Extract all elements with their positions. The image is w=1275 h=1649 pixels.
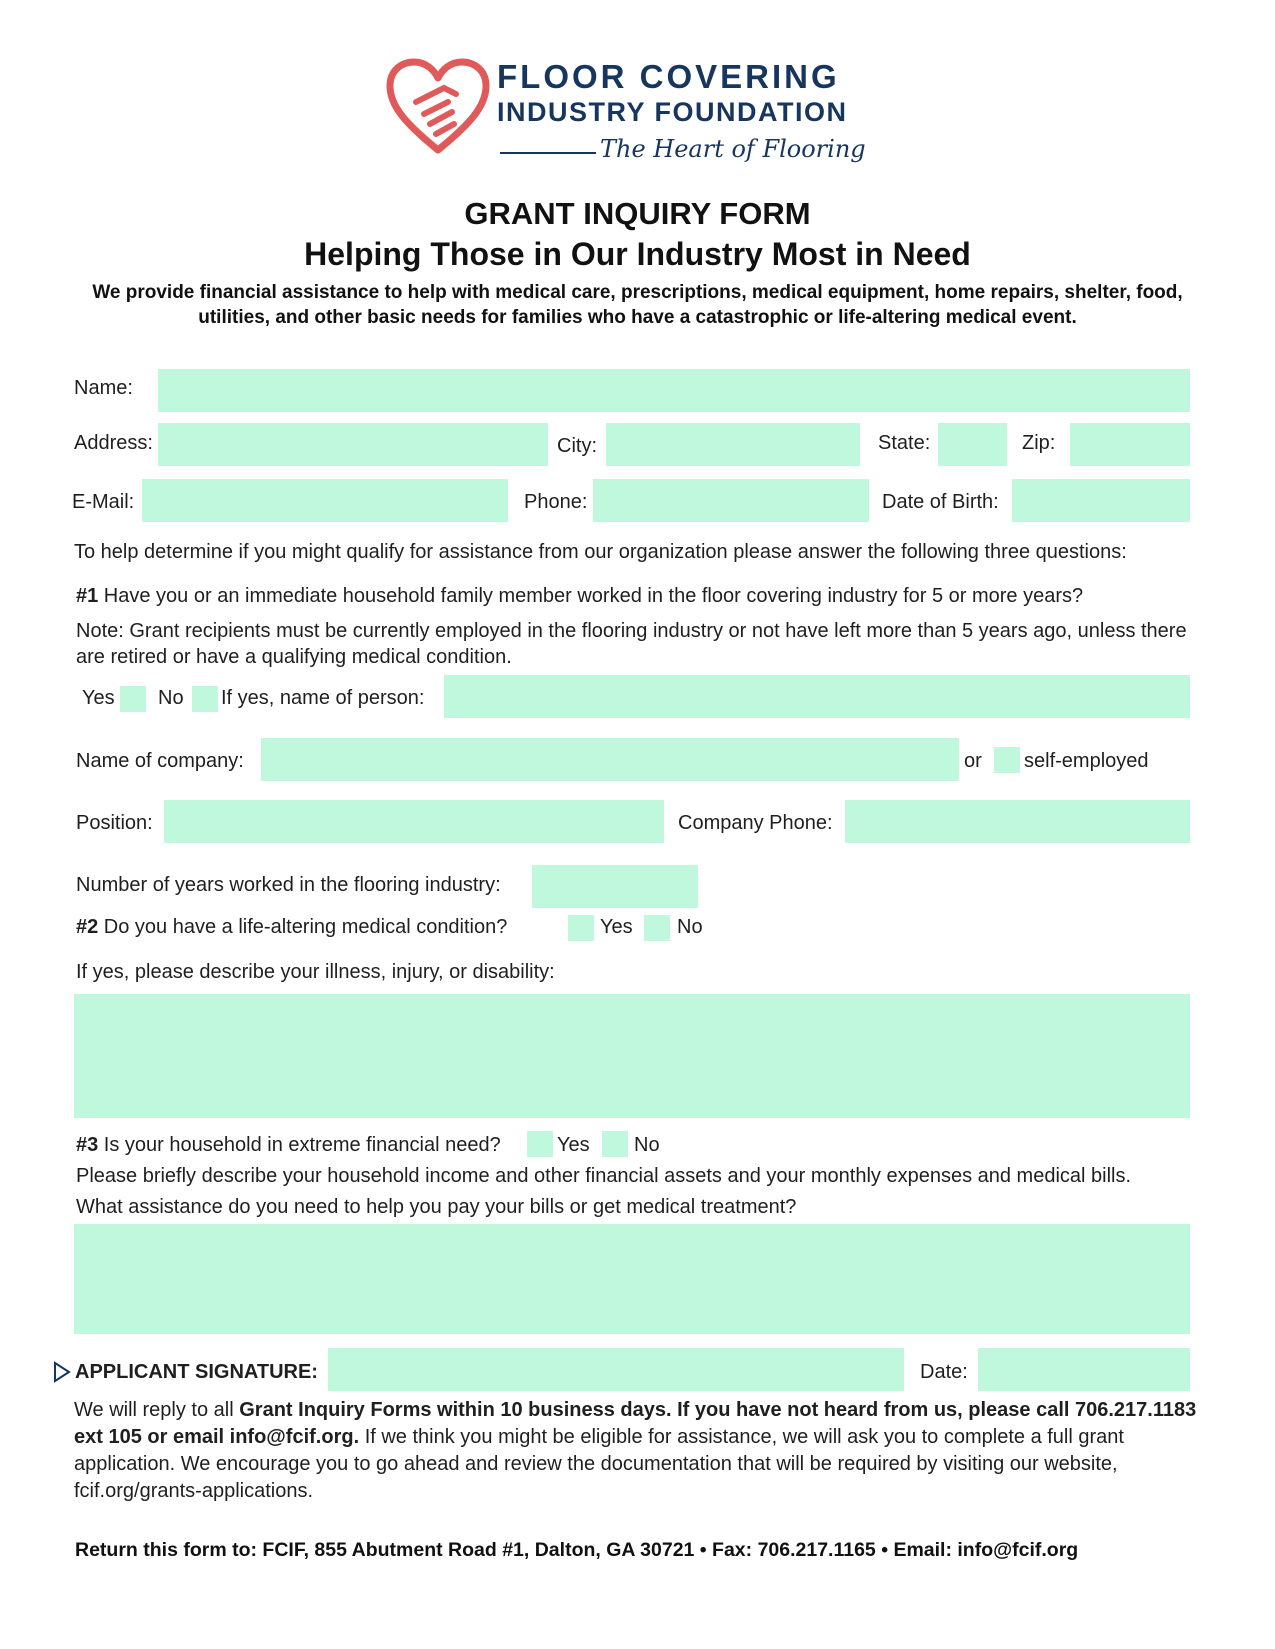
q3-yes-label: Yes [557, 1134, 590, 1156]
closing-text-end: If we think you might be eligible for assistance, we will ask you to complete a full grant application. We encourage you to go ahead and review the documentation that will be required by visiting our website, fcif.org/grants-applications. [74, 1426, 1124, 1502]
brand-tagline: The Heart of Flooring [600, 135, 866, 163]
email-label: E-Mail: [72, 491, 135, 513]
tagline-rule [500, 152, 596, 154]
years-worked-input[interactable] [532, 865, 698, 908]
q3-text [76, 1133, 501, 1157]
dob-input[interactable] [1012, 479, 1190, 522]
signature-input[interactable] [328, 1348, 904, 1391]
q1-question: Have you or an immediate household family member worked in the floor covering industry for 5 or more years? [98, 585, 1084, 607]
play-arrow-icon [52, 1361, 72, 1383]
dob-label: Date of Birth: [882, 491, 999, 513]
q3-question: Is your household in extreme financial need? [98, 1134, 501, 1156]
instructions-text: To help determine if you might qualify for assistance from our organization please answer the following three questions: [74, 541, 1127, 563]
q1-note-text: : Grant recipients must be currently employed in the flooring industry or not have left more than 5 years ago, unless there are retired or have a qualifying medical condition. [76, 620, 1187, 668]
company-name-label: Name of company: [76, 750, 244, 772]
q2-yes-label: Yes [600, 916, 633, 938]
company-phone-input[interactable] [845, 800, 1190, 843]
q2-question: Do you have a life-altering medical condition? [98, 916, 508, 938]
q1-yes-label: Yes [82, 687, 115, 709]
address-label: Address: [74, 432, 153, 454]
date-input[interactable] [978, 1348, 1190, 1391]
state-input[interactable] [938, 423, 1007, 466]
q1-number: #1 [76, 585, 99, 607]
person-name-input[interactable] [444, 675, 1190, 718]
q3-yes-checkbox[interactable] [527, 1131, 553, 1157]
q1-no-label: No [158, 687, 184, 709]
q2-number: #2 [76, 916, 99, 938]
q1-note-label: Note [76, 620, 119, 642]
self-employed-checkbox[interactable] [994, 747, 1020, 773]
address-input[interactable] [158, 423, 548, 466]
closing-text-bold: Grant Inquiry Forms within 10 business days. If you have not heard from us, please call 706.217.1183 ext 105 or email info@fcif.org. [74, 1399, 1197, 1448]
years-worked-label: Number of years worked in the flooring industry: [76, 874, 501, 896]
q3-instructions-line2: What assistance do you need to help you pay your bills or get medical treatment? [76, 1196, 797, 1218]
closing-text-start: We will reply to all [74, 1399, 240, 1421]
describe-condition-label: If yes, please describe your illness, injury, or disability: [76, 961, 555, 983]
position-input[interactable] [164, 800, 664, 843]
position-label: Position: [76, 812, 153, 834]
q3-number: #3 [76, 1134, 99, 1156]
phone-input[interactable] [593, 479, 869, 522]
date-label: Date: [920, 1361, 968, 1383]
q1-no-checkbox[interactable] [192, 686, 218, 712]
financial-need-textarea[interactable] [74, 1224, 1190, 1334]
or-label: or [964, 750, 982, 772]
heart-handshake-icon [386, 58, 490, 154]
intro-text: We provide financial assistance to help with medical care, prescriptions, medical equipment, home repairs, shelter, food, utilities, and other basic needs for families who have a catastrophic or life-altering medical event. [92, 282, 1183, 328]
q1-text [76, 584, 1083, 608]
q1-note [76, 618, 1206, 670]
name-input[interactable] [158, 369, 1190, 412]
city-input[interactable] [606, 423, 860, 466]
q2-no-label: No [677, 916, 703, 938]
name-label: Name: [74, 377, 133, 399]
zip-label: Zip: [1022, 432, 1056, 454]
page-subtitle: Helping Those in Our Industry Most in Need [304, 236, 971, 272]
self-employed-label: self-employed [1024, 750, 1149, 772]
brand-name-line2: INDUSTRY FOUNDATION [497, 97, 848, 127]
q3-instructions-line1: Please briefly describe your household income and other financial assets and your monthly expenses and medical bills. [76, 1165, 1132, 1187]
company-name-input[interactable] [261, 738, 959, 781]
q1-yes-checkbox[interactable] [120, 686, 146, 712]
signature-label: APPLICANT SIGNATURE: [75, 1361, 318, 1383]
q3-no-checkbox[interactable] [602, 1131, 628, 1157]
return-address-footer: Return this form to: FCIF, 855 Abutment Road #1, Dalton, GA 30721 • Fax: 706.217.1165 • Email: info@fcif.org [75, 1539, 1079, 1561]
person-name-label: If yes, name of person: [221, 687, 425, 709]
email-input[interactable] [142, 479, 508, 522]
q3-no-label: No [634, 1134, 660, 1156]
zip-input[interactable] [1070, 423, 1190, 466]
q2-no-checkbox[interactable] [644, 915, 670, 941]
brand-name-line1: FLOOR COVERING [497, 58, 840, 95]
page-title: GRANT INQUIRY FORM [464, 196, 811, 231]
state-label: State: [878, 432, 931, 454]
closing-paragraph [74, 1397, 1204, 1505]
q2-yes-checkbox[interactable] [568, 915, 594, 941]
q2-text [76, 915, 507, 939]
phone-label: Phone: [524, 491, 588, 513]
condition-description-textarea[interactable] [74, 994, 1190, 1118]
company-phone-label: Company Phone: [678, 812, 833, 834]
city-label: City: [557, 435, 597, 457]
